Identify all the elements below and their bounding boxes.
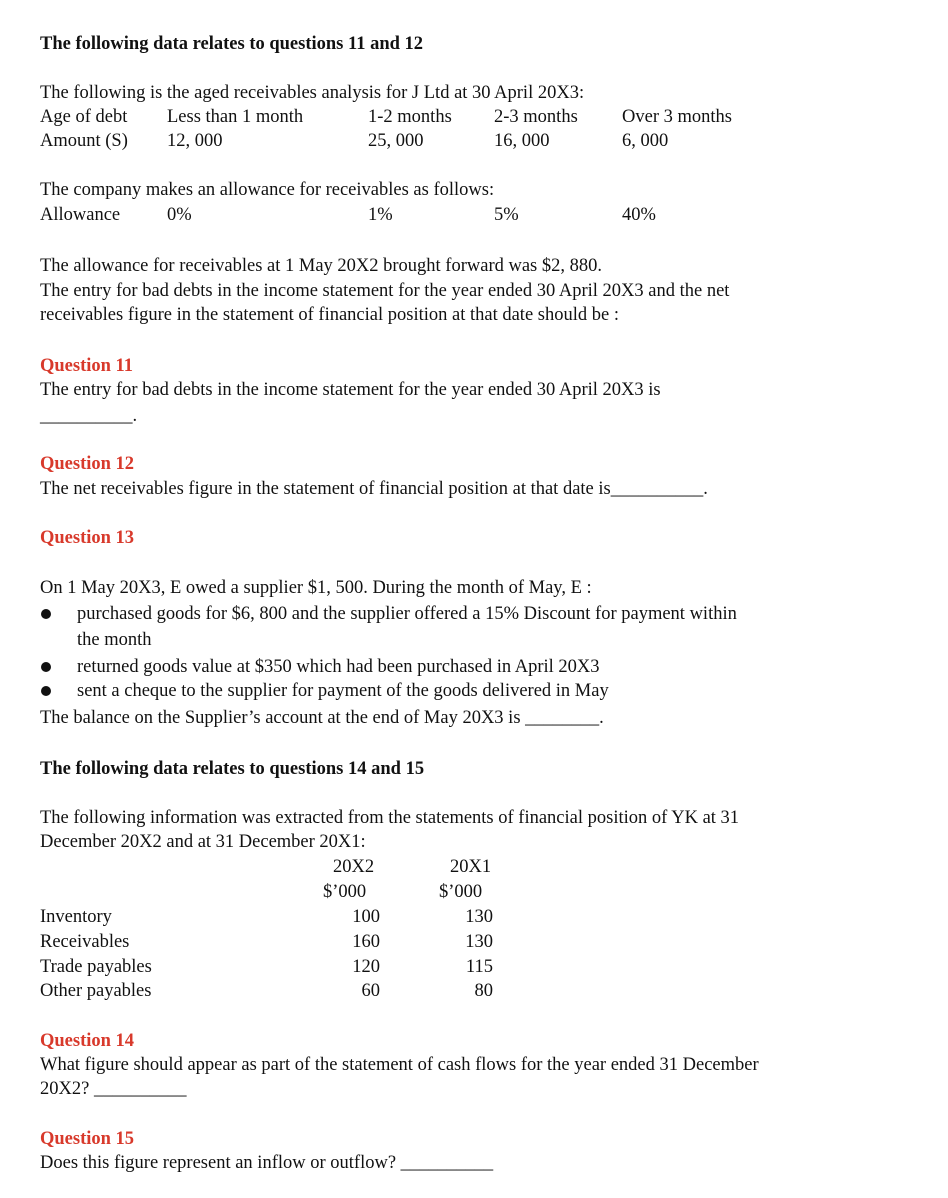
amount-cell: 16, 000 (494, 131, 550, 151)
allowance-cell: 5% (494, 205, 519, 225)
row-value: 80 (474, 981, 493, 1001)
question-13-bullet-1-cont: the month (77, 630, 152, 650)
allowance-label: Allowance (40, 205, 121, 225)
bullet-icon (41, 686, 51, 696)
question-14-line-2: 20X2? __________ (40, 1079, 187, 1099)
question-14-line-1: What figure should appear as part of the statement of cash flows for the year ended 31 December (40, 1055, 759, 1075)
question-15-title: Question 15 (40, 1129, 135, 1149)
amount-cell: 25, 000 (368, 131, 424, 151)
row-value: 100 (352, 907, 380, 927)
row-label: Inventory (40, 907, 112, 927)
col-year: 20X2 (333, 857, 375, 877)
question-13-bullet-1: purchased goods for $6, 800 and the supplier offered a 15% Discount for payment within (77, 604, 737, 624)
age-col: Less than 1 month (167, 107, 304, 127)
question-14-title: Question 14 (40, 1031, 135, 1051)
age-label: Age of debt (40, 107, 128, 127)
row-value: 115 (465, 957, 493, 977)
entry-line-1: The entry for bad debts in the income statement for the year ended 30 April 20X3 and the net (40, 281, 730, 301)
row-label: Receivables (40, 932, 130, 952)
row-value: 130 (465, 932, 493, 952)
row-label: Trade payables (40, 957, 152, 977)
receivables-intro: The following is the aged receivables analysis for J Ltd at 30 April 20X3: (40, 83, 585, 103)
section-heading-11-12: The following data relates to questions 11 and 12 (40, 34, 424, 54)
amount-cell: 12, 000 (167, 131, 223, 151)
row-value: 130 (465, 907, 493, 927)
question-13-bullet-2: returned goods value at $350 which had been purchased in April 20X3 (77, 657, 600, 677)
row-value: 160 (352, 932, 380, 952)
amount-cell: 6, 000 (622, 131, 669, 151)
allowance-cell: 1% (368, 205, 393, 225)
question-13-intro: On 1 May 20X3, E owed a supplier $1, 500. During the month of May, E : (40, 578, 592, 598)
question-13-bullet-3: sent a cheque to the supplier for payment of the goods delivered in May (77, 681, 609, 701)
section2-intro-1: The following information was extracted from the statements of financial position of YK at 31 (40, 808, 740, 828)
bullet-icon (41, 662, 51, 672)
question-13-title: Question 13 (40, 528, 135, 548)
question-12-text: The net receivables figure in the statement of financial position at that date is__________. (40, 479, 708, 499)
age-col: Over 3 months (622, 107, 732, 127)
brought-forward-line: The allowance for receivables at 1 May 20X2 brought forward was $2, 880. (40, 256, 603, 276)
question-13-balance: The balance on the Supplier’s account at the end of May 20X3 is ________. (40, 708, 604, 728)
question-12-title: Question 12 (40, 454, 135, 474)
allowance-intro: The company makes an allowance for receivables as follows: (40, 180, 495, 200)
row-value: 60 (361, 981, 380, 1001)
col-unit: $’000 (439, 882, 483, 902)
question-15-text: Does this figure represent an inflow or outflow? __________ (40, 1153, 494, 1173)
col-unit: $’000 (323, 882, 367, 902)
bullet-icon (41, 609, 51, 619)
row-label: Other payables (40, 981, 152, 1001)
question-11-blank: __________. (40, 406, 138, 426)
section2-intro-2: December 20X2 and at 31 December 20X1: (40, 832, 366, 852)
row-value: 120 (352, 957, 380, 977)
allowance-cell: 0% (167, 205, 192, 225)
question-11-title: Question 11 (40, 356, 134, 376)
question-11-text: The entry for bad debts in the income statement for the year ended 30 April 20X3 is (40, 380, 661, 400)
allowance-cell: 40% (622, 205, 656, 225)
entry-line-2: receivables figure in the statement of financial position at that date should be : (40, 305, 619, 325)
col-year: 20X1 (450, 857, 492, 877)
age-col: 2-3 months (494, 107, 578, 127)
age-col: 1-2 months (368, 107, 452, 127)
amount-label: Amount (S) (40, 131, 128, 151)
section-heading-14-15: The following data relates to questions 14 and 15 (40, 759, 425, 779)
